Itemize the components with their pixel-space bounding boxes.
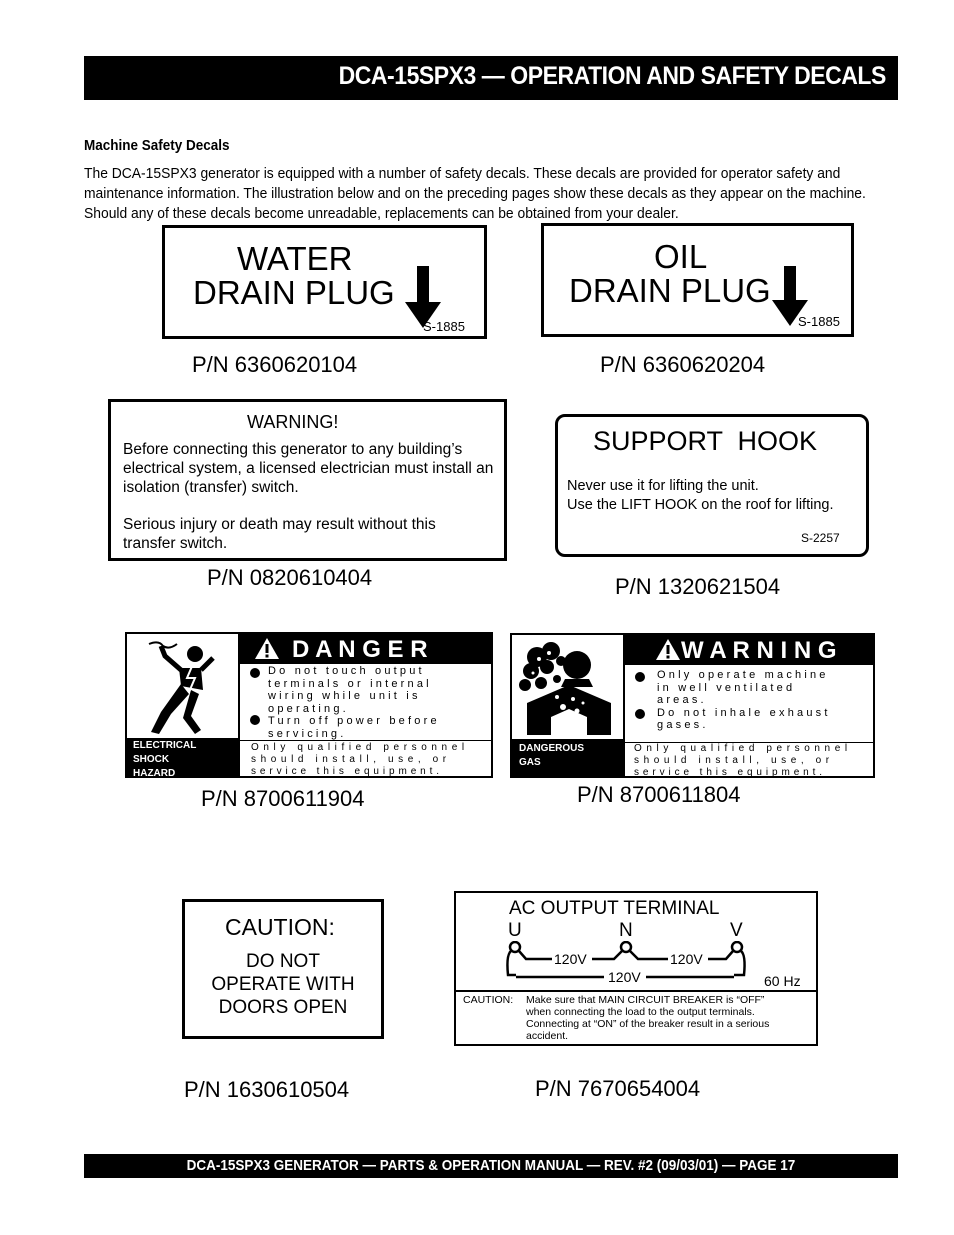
warning-qual-2: should install, use, or xyxy=(634,755,834,766)
decal-water-code: S-1885 xyxy=(423,319,465,334)
decal-warning-title: WARNING! xyxy=(247,412,339,432)
decal-support-line2: Use the LIFT HOOK on the roof for lifting. xyxy=(567,497,834,513)
danger-qual-3: service this equipment. xyxy=(251,766,443,777)
danger-banner-text: D A N G E R xyxy=(292,636,428,663)
divider-horizontal xyxy=(456,990,818,992)
decal-ac-output-terminal xyxy=(454,891,818,1046)
decal-caution-line3: DOORS OPEN xyxy=(218,997,348,1018)
decal-oil-drain-plug xyxy=(541,223,854,337)
decal-caution-title: CAUTION: xyxy=(225,914,335,940)
ac-frequency: 60 Hz xyxy=(764,973,801,989)
ac-caution-line3: Connecting at “ON” of the breaker result in a serious xyxy=(526,1018,770,1030)
warning-bullet2-b: gases. xyxy=(657,719,709,731)
danger-bullet2-b: servicing. xyxy=(268,727,347,740)
decal-oil-line2: DRAIN PLUG xyxy=(569,272,771,309)
decal-caution-line1: DO NOT xyxy=(246,951,320,972)
decal-danger-electrical-shock xyxy=(125,632,493,778)
warning-banner xyxy=(623,635,875,665)
danger-bullet1-b: terminals or internal xyxy=(268,677,432,690)
pn-caution-doors: P/N 1630610504 xyxy=(184,1077,350,1102)
decal-support-code: S-2257 xyxy=(801,531,840,545)
bullet-icon xyxy=(250,715,260,725)
decal-warning-dangerous-gas xyxy=(510,633,875,778)
decal-oil-line1: OIL xyxy=(654,238,708,275)
decal-caution-body xyxy=(185,950,381,1019)
ac-caution-label: CAUTION: xyxy=(463,994,514,1006)
decal-support-line1: Never use it for lifting the unit. xyxy=(567,478,759,494)
pn-danger-electrical-shock: P/N 8700611904 xyxy=(201,786,365,811)
decal-warning-para1: Before connecting this generator to any building’s electrical system, a licensed electrician must install an isolation (transfer) switch. xyxy=(123,441,494,496)
footer-bar xyxy=(84,1154,898,1178)
hazard-label-line1: DANGEROUS xyxy=(519,743,585,754)
decal-caution-line2: OPERATE WITH xyxy=(211,974,355,995)
hazard-label-electrical-shock xyxy=(127,738,240,778)
decal-warning-para2: Serious injury or death may result without this transfer switch. xyxy=(123,516,436,552)
danger-bullet1-a: Do not touch output xyxy=(268,665,425,677)
down-arrow-icon xyxy=(784,266,796,302)
decal-water-line2: DRAIN PLUG xyxy=(193,274,395,311)
pn-support-hook: P/N 1320621504 xyxy=(615,574,781,599)
bullet-icon xyxy=(635,709,645,719)
bullet-icon xyxy=(250,668,260,678)
dangerous-gas-icon xyxy=(517,639,621,737)
ac-voltage-uv: 120V xyxy=(608,969,641,985)
pn-oil-drain-plug: P/N 6360620204 xyxy=(600,352,766,377)
hazard-label-dangerous-gas xyxy=(512,739,625,778)
hazard-label-line2: GAS xyxy=(519,757,541,768)
hazard-label-line3: HAZARD xyxy=(133,768,176,779)
decal-water-drain-plug xyxy=(162,225,487,339)
pn-warning-dangerous-gas: P/N 8700611804 xyxy=(577,782,741,807)
danger-qual-2: should install, use, or xyxy=(251,754,451,765)
electrical-shock-icon xyxy=(131,638,237,738)
divider-horizontal xyxy=(238,740,493,741)
pn-water-drain-plug: P/N 6360620104 xyxy=(192,352,358,377)
page-title: DCA-15SPX3 — OPERATION AND SAFETY DECALS xyxy=(338,62,886,90)
danger-banner xyxy=(238,634,493,664)
decal-caution-doors xyxy=(182,899,384,1039)
ac-caution-text xyxy=(526,994,769,1042)
ac-caution-line4: accident. xyxy=(526,1030,569,1042)
intro-paragraph: The DCA-15SPX3 generator is equipped with a number of safety decals. These decals are provided for operator safety and maintenance information. The illustration below and on the preceding pages show these decals as they appear on the machine. Should any of these decals become unreadable, replacements can be obtained from your dealer. xyxy=(84,165,866,222)
hazard-label-line1: ELECTRICAL xyxy=(133,740,197,751)
bullet-icon xyxy=(635,672,645,682)
warning-bullet2-a: Do not inhale exhaust xyxy=(657,706,831,719)
ac-voltage-nv: 120V xyxy=(670,951,703,967)
ac-caution-line2: when connecting the load to the output terminals. xyxy=(526,1006,755,1018)
section-title: Machine Safety Decals xyxy=(84,137,230,154)
hazard-label-line2: SHOCK xyxy=(133,754,170,765)
ac-voltage-un: 120V xyxy=(554,951,587,967)
ac-terminal-v: V xyxy=(730,920,743,941)
ac-caution-line1: Make sure that MAIN CIRCUIT BREAKER is “OFF” xyxy=(526,994,765,1006)
danger-bullet1-c: wiring while unit is xyxy=(268,690,421,702)
warning-bullet1-b: in well ventilated xyxy=(657,681,796,694)
pn-ac-output-terminal: P/N 7670654004 xyxy=(535,1076,701,1101)
danger-qual-1: Only qualified personnel xyxy=(251,742,469,753)
footer-text: DCA-15SPX3 GENERATOR — PARTS & OPERATION MANUAL — REV. #2 (09/03/01) — PAGE 17 xyxy=(186,1157,796,1174)
warning-triangle-icon xyxy=(655,638,681,661)
decal-warning-transfer-switch xyxy=(108,399,507,561)
ac-terminal-u: U xyxy=(508,920,522,941)
warning-triangle-icon xyxy=(254,637,280,660)
down-arrow-icon xyxy=(417,266,429,304)
pn-warning-transfer-switch: P/N 0820610404 xyxy=(207,565,373,590)
decal-water-line1: WATER xyxy=(237,240,353,277)
danger-bullet1-d: operating. xyxy=(268,702,349,715)
danger-bullet2-a: Turn off power before xyxy=(268,715,440,727)
decal-oil-code: S-1885 xyxy=(798,314,840,329)
decal-support-title: SUPPORT HOOK xyxy=(593,426,818,456)
warning-bullet1-c: areas. xyxy=(657,694,707,706)
warning-qual-1: Only qualified personnel xyxy=(634,743,852,754)
ac-terminal-n: N xyxy=(619,920,633,941)
header-bar xyxy=(84,56,898,100)
warning-bullet1-a: Only operate machine xyxy=(657,669,829,681)
decal-support-hook xyxy=(555,414,869,557)
warning-banner-text: W A R N I N G xyxy=(681,637,837,664)
ac-title: AC OUTPUT TERMINAL xyxy=(509,898,720,919)
warning-qual-3: service this equipment. xyxy=(634,767,826,778)
